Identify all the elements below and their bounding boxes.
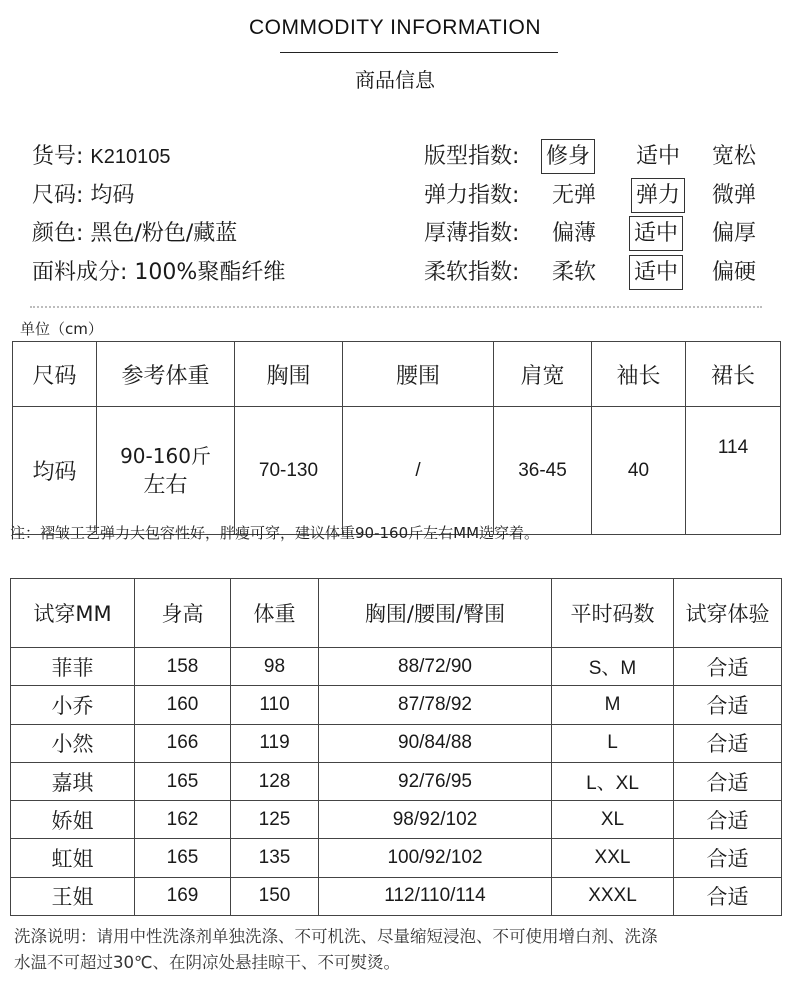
table-row — [11, 839, 782, 877]
column-header: 参考体重 — [97, 342, 235, 407]
weight-range: 90-160斤 — [120, 443, 211, 468]
weight-cell: 110 — [231, 686, 319, 724]
height-cell: 165 — [135, 839, 231, 877]
fit-cell: 合适 — [674, 839, 782, 877]
model-name-cell: 王姐 — [11, 877, 135, 915]
height-cell: 160 — [135, 686, 231, 724]
table-row — [11, 724, 782, 762]
usual-size-cell: XXXL — [552, 877, 674, 915]
measurements-cell: 90/84/88 — [319, 724, 552, 762]
usual-size-cell: L、XL — [552, 762, 674, 800]
index-option: 弹力 — [632, 179, 684, 212]
length-cell: 114 — [686, 407, 781, 535]
title-divider — [280, 52, 558, 53]
spec-label: 尺码: — [32, 182, 84, 208]
model-name-cell: 菲菲 — [11, 648, 135, 686]
measurements-cell: 98/92/102 — [319, 801, 552, 839]
fit-cell: 合适 — [674, 877, 782, 915]
spec-item-code — [32, 140, 285, 179]
measurements-cell: 88/72/90 — [319, 648, 552, 686]
column-header: 裙长 — [686, 342, 781, 407]
index-option: 适中 — [636, 144, 681, 169]
weight-cell: 150 — [231, 877, 319, 915]
measurements-cell: 92/76/95 — [319, 762, 552, 800]
index-label: 弹力指数: — [424, 182, 520, 208]
dotted-divider — [30, 306, 762, 308]
care-line: 水温不可超过30℃、在阴凉处悬挂晾干、不可熨烫。 — [14, 953, 401, 972]
usual-size-cell: L — [552, 724, 674, 762]
index-option: 偏厚 — [712, 221, 757, 246]
height-cell: 166 — [135, 724, 231, 762]
spec-size — [32, 179, 285, 218]
index-label: 版型指数: — [424, 144, 520, 169]
height-cell: 158 — [135, 648, 231, 686]
spec-color — [32, 217, 285, 256]
size-table-header — [13, 342, 781, 407]
spec-label: 货号: — [32, 144, 84, 169]
weight-cell: 98 — [231, 648, 319, 686]
table-row — [11, 877, 782, 915]
care-line: 洗涤说明：请用中性洗涤剂单独洗涤、不可机洗、尽量缩短浸泡、不可使用增白剂、洗涤 — [14, 927, 658, 946]
measurements-cell: 87/78/92 — [319, 686, 552, 724]
model-name-cell: 虹姐 — [11, 839, 135, 877]
usual-size-cell: M — [552, 686, 674, 724]
index-option: 修身 — [542, 140, 594, 173]
index-label: 厚薄指数: — [424, 221, 520, 246]
care-instructions — [14, 924, 774, 976]
table-row — [13, 407, 781, 535]
tryon-table — [10, 578, 782, 916]
size-cell: 均码 — [13, 407, 97, 535]
index-option: 宽松 — [712, 144, 757, 169]
height-cell: 162 — [135, 801, 231, 839]
height-cell: 169 — [135, 877, 231, 915]
column-header: 体重 — [231, 579, 319, 648]
table-row — [11, 762, 782, 800]
size-note: 注：褶皱工艺弹力大包容性好，胖瘦可穿，建议体重90-160斤左右MM选穿着。 — [10, 524, 540, 542]
spec-fabric — [32, 256, 285, 295]
column-header: 平时码数 — [552, 579, 674, 648]
column-header: 身高 — [135, 579, 231, 648]
index-option: 适中 — [630, 256, 682, 289]
column-header: 试穿体验 — [674, 579, 782, 648]
fit-cell: 合适 — [674, 762, 782, 800]
sleeve-cell: 40 — [592, 407, 686, 535]
weight-cell: 135 — [231, 839, 319, 877]
spec-value: 100%聚酯纤维 — [134, 259, 286, 285]
spec-label: 颜色: — [32, 221, 84, 246]
unit-label: 单位（cm） — [20, 320, 103, 338]
spec-value: 黑色/粉色/藏蓝 — [90, 221, 238, 246]
title-chinese: 商品信息 — [355, 68, 435, 92]
tryon-rows — [11, 648, 782, 916]
size-table — [12, 341, 781, 535]
model-name-cell: 小乔 — [11, 686, 135, 724]
column-header: 试穿MM — [11, 579, 135, 648]
measurements-cell: 112/110/114 — [319, 877, 552, 915]
weight-cell — [97, 407, 235, 535]
index-option: 无弹 — [552, 182, 597, 208]
index-option: 柔软 — [552, 259, 597, 285]
table-row — [11, 801, 782, 839]
waist-cell: / — [343, 407, 494, 535]
table-row — [11, 686, 782, 724]
model-name-cell: 娇姐 — [11, 801, 135, 839]
usual-size-cell: S、M — [552, 648, 674, 686]
weight-cell: 119 — [231, 724, 319, 762]
height-cell: 165 — [135, 762, 231, 800]
usual-size-cell: XL — [552, 801, 674, 839]
column-header: 袖长 — [592, 342, 686, 407]
weight-cell: 125 — [231, 801, 319, 839]
index-label: 柔软指数: — [424, 259, 520, 285]
spec-value: 均码 — [90, 182, 135, 208]
index-option: 微弹 — [712, 182, 757, 208]
fit-cell: 合适 — [674, 801, 782, 839]
column-header: 尺码 — [13, 342, 97, 407]
fit-cell: 合适 — [674, 686, 782, 724]
column-header: 胸围 — [235, 342, 343, 407]
usual-size-cell: XXL — [552, 839, 674, 877]
index-option: 偏硬 — [712, 259, 757, 285]
column-header: 肩宽 — [494, 342, 592, 407]
weight-cell: 128 — [231, 762, 319, 800]
column-header: 腰围 — [343, 342, 494, 407]
spec-value: K210105 — [90, 146, 171, 168]
chest-cell: 70-130 — [235, 407, 343, 535]
title-english: COMMODITY INFORMATION — [248, 16, 542, 39]
tryon-table-header — [11, 579, 782, 648]
model-name-cell: 小然 — [11, 724, 135, 762]
index-option: 适中 — [630, 217, 682, 250]
table-row — [11, 648, 782, 686]
model-name-cell: 嘉琪 — [11, 762, 135, 800]
fit-cell: 合适 — [674, 724, 782, 762]
index-option: 偏薄 — [552, 221, 597, 246]
product-specs — [32, 140, 285, 294]
measurements-cell: 100/92/102 — [319, 839, 552, 877]
shoulder-cell: 36-45 — [494, 407, 592, 535]
weight-approx: 左右 — [143, 472, 188, 498]
column-header: 胸围/腰围/臀围 — [319, 579, 552, 648]
spec-label: 面料成分: — [32, 259, 128, 285]
fit-cell: 合适 — [674, 648, 782, 686]
